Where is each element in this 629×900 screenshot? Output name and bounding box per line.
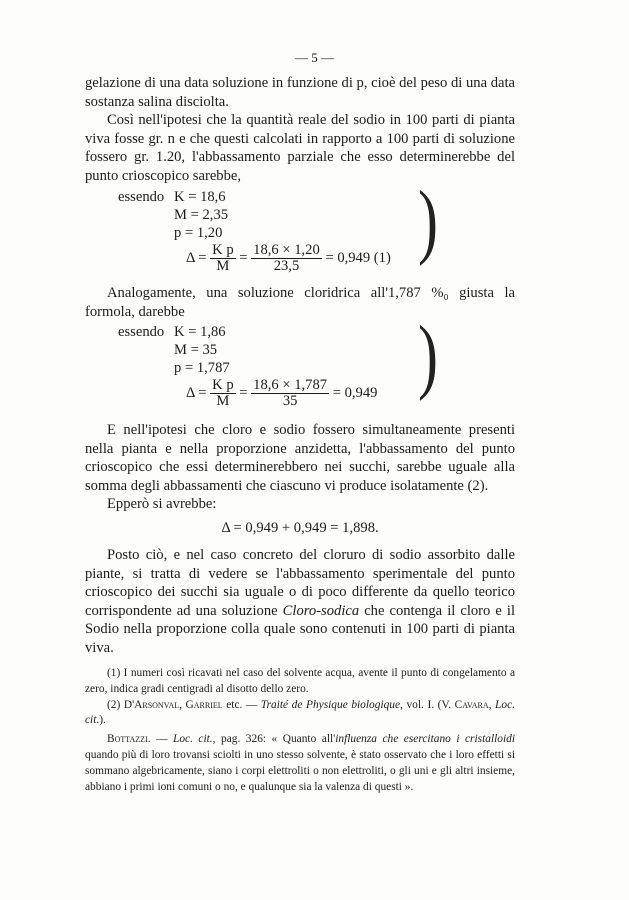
footnote-2-a: (2) D' xyxy=(107,698,135,711)
paragraph-6-b: che contenga il cloro e il Sodio nella proporzione colla quale sono contenuti in 100 parti di pianta viva. xyxy=(85,602,516,656)
calc2-brace: ) xyxy=(418,308,438,402)
footnote-3-a: . — xyxy=(147,733,173,746)
footnote-3-italic: influenza che esercitano i cristalloidi xyxy=(335,733,516,746)
calc2-delta: Δ = xyxy=(186,384,207,401)
calc1-kp: K p xyxy=(212,242,234,258)
calc2-frac-values xyxy=(251,378,329,409)
paragraph-1: gelazione di una data soluzione in funzione di p, cioè del peso di una data sostanza salina disciolta. xyxy=(85,75,515,110)
calc2-m: M = 35 xyxy=(174,342,218,358)
calc2-k: K = 1,86 xyxy=(174,324,226,340)
calc1-result: = 0,949 (1) xyxy=(325,249,391,266)
calc1-essendo: essendo xyxy=(118,189,165,205)
calc2-essendo: essendo xyxy=(118,324,165,340)
footnote-3 xyxy=(85,732,515,795)
footnote-2 xyxy=(85,698,515,730)
paragraph-2: Così nell'ipotesi che la quantità reale del sodio in 100 parti di pianta viva fosse gr. n e che questi calcolati in rapporto a 100 parti di soluzione fossero gr. 1.20, l'abbassamento parziale che esso determinerebbe del punto crioscopico sarebbe, xyxy=(85,112,515,184)
footnote-3-loc: Loc. cit. xyxy=(172,733,213,746)
sum-equation: Δ = 0,949 + 0,949 = 1,898. xyxy=(221,520,379,536)
paragraph-6 xyxy=(85,546,515,658)
calc1-den: 23,5 xyxy=(273,258,300,274)
calc2-den: 35 xyxy=(282,393,298,409)
calc2-result: = 0,949 xyxy=(332,384,378,401)
calc2-kp: K p xyxy=(212,377,234,393)
calc1-frac-kp xyxy=(210,243,236,274)
footnote-2-loc: Loc. cit. xyxy=(85,698,515,727)
calc2-m-den: M xyxy=(216,393,230,409)
footnote-2-b: etc. — xyxy=(222,698,261,711)
calc1-formula xyxy=(186,243,391,274)
calc1-frac-values xyxy=(251,243,322,274)
paragraph-6-a: Posto ciò, e nel caso concreto del cloruro di sodio assorbito dalle piante, si tratta di vedere se l'abbassamento sperimentale del punto crioscopico dei succhi sia uguale o di poco differente da quello teorico corrispondente ad una soluzione xyxy=(85,547,515,619)
calc1-brace: ) xyxy=(418,173,438,267)
paragraph-5: Epperò si avrebbe: xyxy=(107,496,217,513)
calc1-delta: Δ = xyxy=(186,249,207,266)
calc1-m: M = 2,35 xyxy=(174,207,229,223)
paragraph-4: E nell'ipotesi che cloro e sodio fossero simultaneamente presenti nella pianta e nella proporzione anzidetta, l'abbassamento del punto crioscopico che essi determinerebbero nei succhi, sarebbe uguale alla somma degli abbassamenti che ciascuno vi produce isolatamente (2). xyxy=(85,422,515,494)
page-number: — 5 — xyxy=(295,50,334,65)
calc2-equals: = xyxy=(239,384,248,401)
footnote-3-c: quando più di loro trovansi sciolti in uno stesso solvente, è stato osservato che i loro effetti si sommano algebricamente, siano i corpi elettroliti o non elettroliti, o gli uni e gli altri insieme, abbiano i primi ioni comuni o no, e qualunque sia la valenza di questi ». xyxy=(85,748,515,793)
footnote-2-authors: Arsonval, Garriel xyxy=(134,698,223,711)
footnote-3-author: Bottazzi xyxy=(107,733,148,746)
calc2-num: 18,6 × 1,787 xyxy=(253,377,328,393)
calc2-frac-kp xyxy=(210,378,236,409)
calc1-p: p = 1,20 xyxy=(174,225,223,241)
body-text-bottom xyxy=(85,546,515,658)
calc1-k: K = 18,6 xyxy=(174,189,226,205)
calc2-p: p = 1,787 xyxy=(174,360,230,376)
calc1-equals: = xyxy=(239,249,248,266)
footnote-2-c: , vol. I. (V. xyxy=(400,698,455,711)
footnotes xyxy=(85,666,515,795)
paragraph-6-italic: Cloro-sodica xyxy=(282,602,360,619)
calc1-m-den: M xyxy=(216,258,230,274)
footnote-2-d: , xyxy=(488,698,496,711)
calc1-num: 18,6 × 1,20 xyxy=(253,242,320,258)
footnote-2-e: ). xyxy=(99,714,106,727)
body-text-top xyxy=(85,74,515,186)
body-text-lower xyxy=(85,421,515,514)
calc2-formula xyxy=(186,378,377,409)
footnote-3-b: , pag. 326: « Quanto all' xyxy=(212,733,336,746)
footnote-2-cavara: Cavara xyxy=(454,698,489,711)
footnote-1: (1) I numeri così ricavati nel caso del solvente acqua, avente il punto di congelamento a zero, indica gradi centigradi al disotto dello zero. xyxy=(85,667,515,695)
footnote-2-title: Traité de Physique biologique xyxy=(260,698,401,711)
body-text-mid xyxy=(85,284,515,321)
paragraph-3: Analogamente, una soluzione cloridrica all'1,787 %₀ giusta la formola, darebbe xyxy=(85,285,515,320)
